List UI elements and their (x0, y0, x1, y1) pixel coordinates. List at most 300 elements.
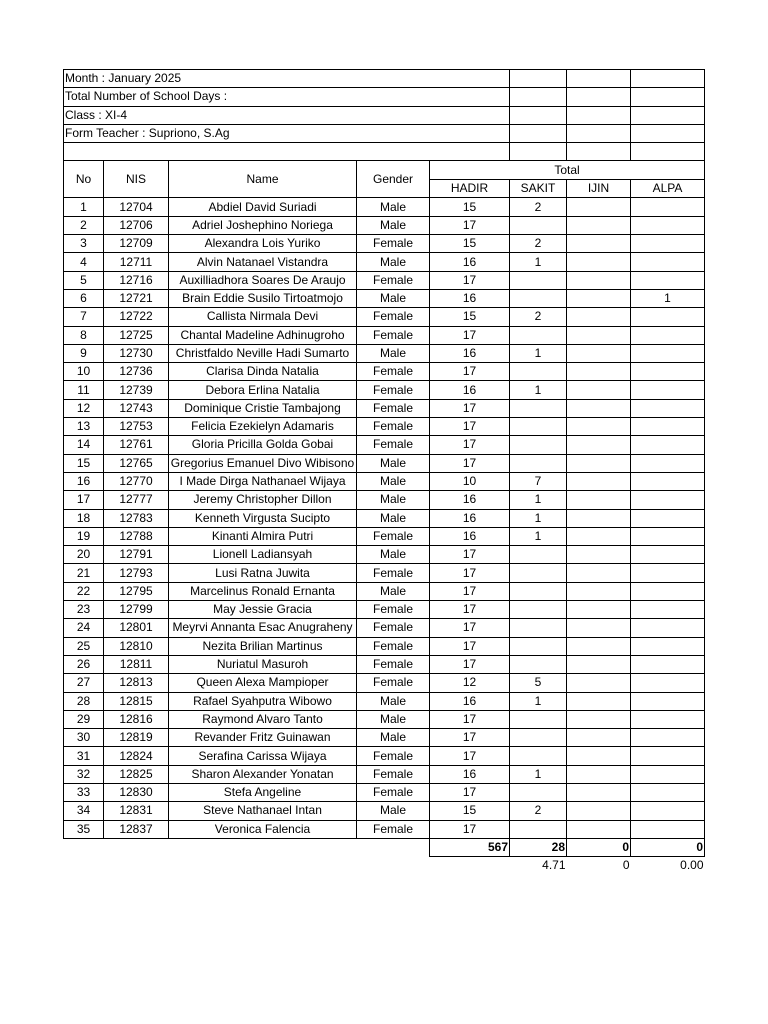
cell-gender: Male (357, 344, 430, 362)
cell-no: 8 (64, 326, 104, 344)
cell-name: Jeremy Christopher Dillon (169, 491, 357, 509)
cell-no: 33 (64, 783, 104, 801)
cell-ijin (567, 820, 631, 838)
cell-nis: 12743 (104, 399, 169, 417)
cell-no: 25 (64, 637, 104, 655)
cell-nis: 12819 (104, 729, 169, 747)
cell-name: Alexandra Lois Yuriko (169, 235, 357, 253)
cell-no: 1 (64, 198, 104, 216)
empty-cell (631, 70, 705, 88)
header-row-1 (64, 161, 705, 180)
cell-gender: Female (357, 619, 430, 637)
cell-gender: Female (357, 363, 430, 381)
cell-nis: 12721 (104, 289, 169, 307)
table-row (64, 747, 705, 765)
cell-sakit (510, 399, 567, 417)
cell-ijin (567, 381, 631, 399)
cell-nis: 12722 (104, 308, 169, 326)
table-row (64, 765, 705, 783)
cell-no: 23 (64, 601, 104, 619)
cell-name: Kenneth Virgusta Sucipto (169, 509, 357, 527)
cell-sakit (510, 418, 567, 436)
cell-sakit (510, 326, 567, 344)
table-row (64, 472, 705, 490)
cell-name: Kinanti Almira Putri (169, 527, 357, 545)
cell-hadir: 15 (430, 308, 510, 326)
empty-cell (510, 88, 567, 106)
cell-no: 12 (64, 399, 104, 417)
info-row-class (64, 106, 705, 124)
table-row (64, 509, 705, 527)
cell-nis: 12815 (104, 692, 169, 710)
cell-name: Gloria Pricilla Golda Gobai (169, 436, 357, 454)
cell-nis: 12801 (104, 619, 169, 637)
cell-sakit (510, 619, 567, 637)
cell-hadir: 17 (430, 619, 510, 637)
cell-no: 21 (64, 564, 104, 582)
cell-name: Auxilliadhora Soares De Araujo (169, 271, 357, 289)
table-row (64, 308, 705, 326)
empty-cell (567, 143, 631, 161)
table-row (64, 253, 705, 271)
cell-gender: Male (357, 710, 430, 728)
cell-nis: 12795 (104, 582, 169, 600)
cell-nis: 12811 (104, 655, 169, 673)
table-row (64, 289, 705, 307)
cell-gender: Female (357, 235, 430, 253)
teacher-label: Form Teacher : Supriono, S.Ag (64, 124, 510, 142)
cell-no: 24 (64, 619, 104, 637)
cell-no: 17 (64, 491, 104, 509)
cell-hadir: 17 (430, 637, 510, 655)
cell-no: 34 (64, 802, 104, 820)
table-row (64, 436, 705, 454)
table-row (64, 674, 705, 692)
cell-hadir: 17 (430, 436, 510, 454)
cell-alpa (631, 509, 705, 527)
cell-gender: Male (357, 546, 430, 564)
empty-cell (64, 838, 430, 856)
table-row (64, 820, 705, 838)
cell-gender: Male (357, 198, 430, 216)
cell-no: 15 (64, 454, 104, 472)
info-row-school-days (64, 88, 705, 106)
table-row (64, 692, 705, 710)
cell-hadir: 16 (430, 253, 510, 271)
cell-sakit: 1 (510, 527, 567, 545)
cell-alpa (631, 235, 705, 253)
cell-alpa (631, 308, 705, 326)
cell-ijin (567, 308, 631, 326)
averages-row (64, 857, 705, 875)
cell-alpa (631, 674, 705, 692)
header-name: Name (169, 161, 357, 198)
cell-gender: Male (357, 454, 430, 472)
empty-cell (567, 124, 631, 142)
cell-ijin (567, 527, 631, 545)
empty-cell (567, 88, 631, 106)
cell-ijin (567, 418, 631, 436)
cell-no: 35 (64, 820, 104, 838)
cell-gender: Female (357, 820, 430, 838)
cell-sakit (510, 216, 567, 234)
cell-no: 11 (64, 381, 104, 399)
cell-gender: Female (357, 399, 430, 417)
cell-no: 18 (64, 509, 104, 527)
cell-ijin (567, 802, 631, 820)
cell-ijin (567, 674, 631, 692)
cell-nis: 12783 (104, 509, 169, 527)
cell-alpa (631, 582, 705, 600)
cell-ijin (567, 472, 631, 490)
cell-gender: Male (357, 582, 430, 600)
table-row (64, 363, 705, 381)
cell-name: Steve Nathanael Intan (169, 802, 357, 820)
cell-alpa (631, 820, 705, 838)
cell-name: I Made Dirga Nathanael Wijaya (169, 472, 357, 490)
attendance-sheet (63, 69, 705, 874)
cell-name: Queen Alexa Mampioper (169, 674, 357, 692)
empty-cell (510, 70, 567, 88)
cell-no: 9 (64, 344, 104, 362)
cell-nis: 12770 (104, 472, 169, 490)
cell-nis: 12709 (104, 235, 169, 253)
cell-ijin (567, 564, 631, 582)
cell-nis: 12813 (104, 674, 169, 692)
cell-gender: Male (357, 253, 430, 271)
cell-alpa (631, 216, 705, 234)
cell-sakit: 1 (510, 765, 567, 783)
cell-name: Marcelinus Ronald Ernanta (169, 582, 357, 600)
cell-nis: 12810 (104, 637, 169, 655)
table-row (64, 619, 705, 637)
cell-sakit: 1 (510, 253, 567, 271)
cell-hadir: 17 (430, 582, 510, 600)
cell-nis: 12716 (104, 271, 169, 289)
cell-hadir: 16 (430, 527, 510, 545)
cell-sakit: 2 (510, 235, 567, 253)
cell-sakit: 1 (510, 692, 567, 710)
cell-nis: 12791 (104, 546, 169, 564)
totals-row (64, 838, 705, 856)
cell-gender: Male (357, 289, 430, 307)
cell-gender: Female (357, 418, 430, 436)
cell-name: Christfaldo Neville Hadi Sumarto (169, 344, 357, 362)
cell-nis: 12739 (104, 381, 169, 399)
empty-cell (510, 106, 567, 124)
cell-gender: Female (357, 436, 430, 454)
cell-no: 30 (64, 729, 104, 747)
cell-sakit (510, 783, 567, 801)
cell-ijin (567, 436, 631, 454)
table-row (64, 802, 705, 820)
cell-gender: Male (357, 802, 430, 820)
cell-alpa (631, 198, 705, 216)
cell-no: 20 (64, 546, 104, 564)
cell-alpa (631, 418, 705, 436)
cell-no: 32 (64, 765, 104, 783)
cell-alpa (631, 765, 705, 783)
empty-cell (64, 857, 430, 875)
table-row (64, 271, 705, 289)
cell-name: Brain Eddie Susilo Tirtoatmojo (169, 289, 357, 307)
cell-gender: Female (357, 308, 430, 326)
empty-cell (510, 124, 567, 142)
cell-gender: Male (357, 509, 430, 527)
header-nis: NIS (104, 161, 169, 198)
cell-no: 16 (64, 472, 104, 490)
cell-gender: Female (357, 564, 430, 582)
cell-ijin (567, 729, 631, 747)
cell-gender: Female (357, 655, 430, 673)
cell-sakit: 1 (510, 491, 567, 509)
cell-sakit (510, 436, 567, 454)
cell-nis: 12799 (104, 601, 169, 619)
blank-row (64, 143, 705, 161)
cell-alpa (631, 546, 705, 564)
header-ijin: IJIN (567, 179, 631, 198)
cell-alpa (631, 637, 705, 655)
cell-name: Stefa Angeline (169, 783, 357, 801)
cell-ijin (567, 582, 631, 600)
cell-sakit: 7 (510, 472, 567, 490)
cell-ijin (567, 235, 631, 253)
cell-no: 26 (64, 655, 104, 673)
attendance-table (63, 69, 705, 874)
total-hadir: 567 (430, 838, 510, 856)
table-row (64, 710, 705, 728)
cell-sakit (510, 637, 567, 655)
cell-nis: 12765 (104, 454, 169, 472)
table-row (64, 326, 705, 344)
cell-nis: 12816 (104, 710, 169, 728)
cell-name: Meyrvi Annanta Esac Anugraheny (169, 619, 357, 637)
cell-hadir: 17 (430, 399, 510, 417)
table-row (64, 564, 705, 582)
cell-no: 5 (64, 271, 104, 289)
table-row (64, 235, 705, 253)
cell-name: Debora Erlina Natalia (169, 381, 357, 399)
cell-hadir: 17 (430, 747, 510, 765)
cell-nis: 12753 (104, 418, 169, 436)
cell-ijin (567, 509, 631, 527)
cell-gender: Male (357, 216, 430, 234)
cell-hadir: 10 (430, 472, 510, 490)
cell-alpa (631, 399, 705, 417)
table-row (64, 491, 705, 509)
cell-name: Dominique Cristie Tambajong (169, 399, 357, 417)
info-row-teacher (64, 124, 705, 142)
cell-nis: 12824 (104, 747, 169, 765)
cell-nis: 12825 (104, 765, 169, 783)
cell-ijin (567, 710, 631, 728)
cell-nis: 12736 (104, 363, 169, 381)
cell-sakit: 2 (510, 198, 567, 216)
average-alpa: 0.00 (680, 858, 704, 873)
cell-nis: 12788 (104, 527, 169, 545)
cell-nis: 12704 (104, 198, 169, 216)
cell-no: 27 (64, 674, 104, 692)
table-row (64, 637, 705, 655)
cell-gender: Female (357, 747, 430, 765)
cell-hadir: 17 (430, 326, 510, 344)
table-row (64, 729, 705, 747)
cell-alpa (631, 729, 705, 747)
cell-name: Chantal Madeline Adhinugroho (169, 326, 357, 344)
cell-hadir: 15 (430, 235, 510, 253)
cell-hadir: 17 (430, 710, 510, 728)
cell-sakit: 2 (510, 802, 567, 820)
cell-gender: Female (357, 601, 430, 619)
cell-name: Gregorius Emanuel Divo Wibisono (169, 454, 357, 472)
table-row (64, 216, 705, 234)
month-label: Month : January 2025 (64, 70, 510, 88)
cell-alpa (631, 601, 705, 619)
cell-sakit (510, 564, 567, 582)
cell-sakit (510, 289, 567, 307)
cell-hadir: 17 (430, 601, 510, 619)
cell-hadir: 16 (430, 692, 510, 710)
cell-sakit (510, 601, 567, 619)
cell-ijin (567, 491, 631, 509)
cell-name: Raymond Alvaro Tanto (169, 710, 357, 728)
cell-alpa (631, 472, 705, 490)
table-row (64, 783, 705, 801)
cell-sakit (510, 655, 567, 673)
cell-ijin (567, 289, 631, 307)
empty-cell (631, 88, 705, 106)
cell-alpa (631, 271, 705, 289)
cell-alpa (631, 692, 705, 710)
cell-no: 13 (64, 418, 104, 436)
cell-no: 29 (64, 710, 104, 728)
total-sakit: 28 (510, 838, 567, 856)
cell-alpa (631, 436, 705, 454)
empty-cell (631, 106, 705, 124)
cell-alpa (631, 363, 705, 381)
cell-ijin (567, 271, 631, 289)
total-alpa: 0 (631, 838, 705, 856)
cell-hadir: 16 (430, 344, 510, 362)
cell-nis: 12793 (104, 564, 169, 582)
cell-nis: 12725 (104, 326, 169, 344)
cell-hadir: 16 (430, 289, 510, 307)
cell-nis: 12706 (104, 216, 169, 234)
cell-ijin (567, 363, 631, 381)
cell-hadir: 16 (430, 491, 510, 509)
cell-hadir: 17 (430, 418, 510, 436)
cell-ijin (567, 783, 631, 801)
cell-no: 19 (64, 527, 104, 545)
table-row (64, 198, 705, 216)
cell-no: 7 (64, 308, 104, 326)
cell-gender: Female (357, 381, 430, 399)
cell-hadir: 15 (430, 198, 510, 216)
table-row (64, 546, 705, 564)
cell-ijin (567, 344, 631, 362)
class-label: Class : XI-4 (64, 106, 510, 124)
average-sakit: 4.71 (542, 858, 566, 873)
cell-ijin (567, 619, 631, 637)
cell-name: Alvin Natanael Vistandra (169, 253, 357, 271)
cell-name: Felicia Ezekielyn Adamaris (169, 418, 357, 436)
cell-no: 6 (64, 289, 104, 307)
cell-name: Nezita Brilian Martinus (169, 637, 357, 655)
cell-gender: Female (357, 326, 430, 344)
cell-sakit (510, 729, 567, 747)
cell-alpa (631, 802, 705, 820)
cell-sakit: 1 (510, 381, 567, 399)
empty-cell (631, 143, 705, 161)
cell-alpa: 1 (631, 289, 705, 307)
cell-alpa (631, 326, 705, 344)
cell-name: Callista Nirmala Devi (169, 308, 357, 326)
cell-ijin (567, 253, 631, 271)
cell-nis: 12830 (104, 783, 169, 801)
cell-name: Veronica Falencia (169, 820, 357, 838)
cell-sakit (510, 363, 567, 381)
header-total: Total (430, 161, 705, 180)
cell-ijin (567, 454, 631, 472)
cell-no: 2 (64, 216, 104, 234)
cell-hadir: 17 (430, 820, 510, 838)
cell-hadir: 17 (430, 729, 510, 747)
cell-hadir: 17 (430, 564, 510, 582)
cell-sakit: 1 (510, 344, 567, 362)
cell-hadir: 17 (430, 546, 510, 564)
cell-sakit: 1 (510, 509, 567, 527)
cell-ijin (567, 655, 631, 673)
cell-ijin (567, 747, 631, 765)
cell-nis: 12761 (104, 436, 169, 454)
cell-nis: 12730 (104, 344, 169, 362)
cell-alpa (631, 564, 705, 582)
cell-alpa (631, 454, 705, 472)
header-alpa: ALPA (631, 179, 705, 198)
cell-ijin (567, 546, 631, 564)
cell-name: May Jessie Gracia (169, 601, 357, 619)
empty-cell (430, 857, 510, 875)
cell-alpa (631, 783, 705, 801)
cell-hadir: 17 (430, 271, 510, 289)
cell-ijin (567, 399, 631, 417)
cell-name: Sharon Alexander Yonatan (169, 765, 357, 783)
table-row (64, 601, 705, 619)
cell-alpa (631, 747, 705, 765)
header-sakit: SAKIT (510, 179, 567, 198)
cell-gender: Female (357, 674, 430, 692)
cell-name: Adriel Joshephino Noriega (169, 216, 357, 234)
cell-name: Clarisa Dinda Natalia (169, 363, 357, 381)
cell-hadir: 12 (430, 674, 510, 692)
cell-nis: 12837 (104, 820, 169, 838)
cell-no: 22 (64, 582, 104, 600)
cell-alpa (631, 253, 705, 271)
cell-no: 4 (64, 253, 104, 271)
cell-sakit (510, 820, 567, 838)
cell-gender: Female (357, 637, 430, 655)
cell-sakit (510, 454, 567, 472)
cell-ijin (567, 601, 631, 619)
cell-sakit (510, 582, 567, 600)
table-row (64, 418, 705, 436)
cell-name: Lusi Ratna Juwita (169, 564, 357, 582)
cell-gender: Female (357, 527, 430, 545)
cell-nis: 12711 (104, 253, 169, 271)
cell-sakit: 5 (510, 674, 567, 692)
cell-name: Abdiel David Suriadi (169, 198, 357, 216)
cell-alpa (631, 655, 705, 673)
